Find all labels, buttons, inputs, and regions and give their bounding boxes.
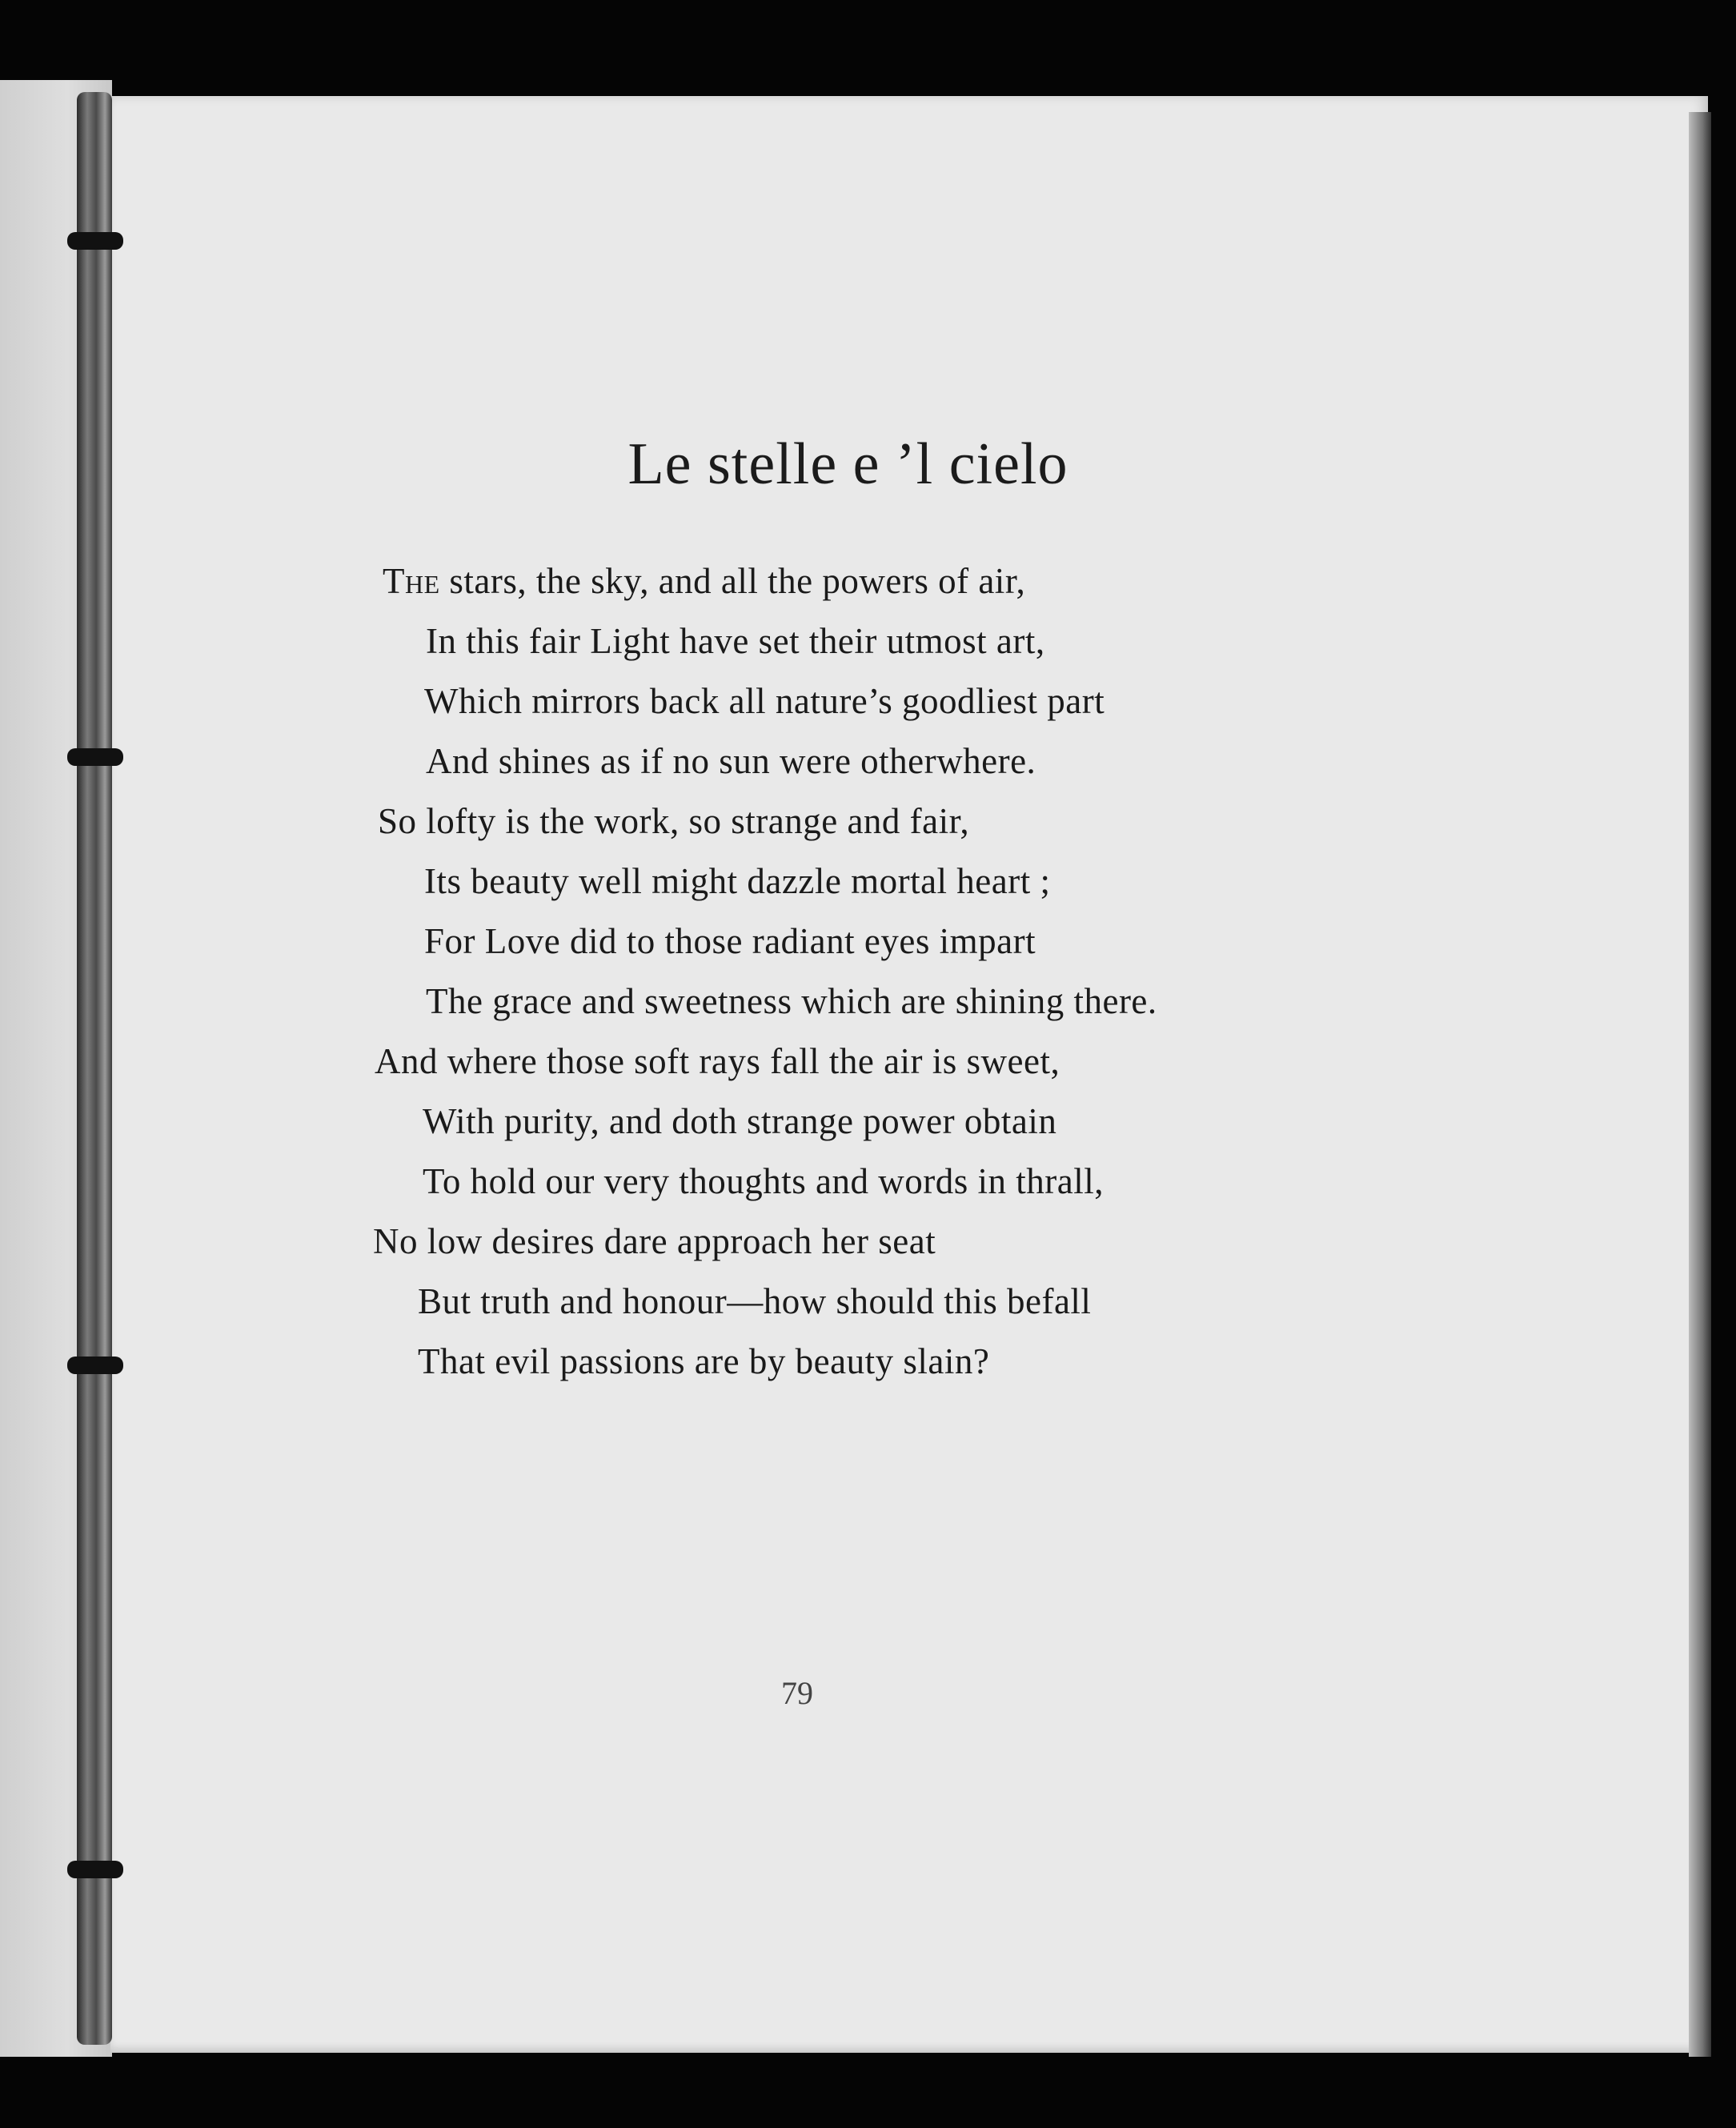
poem-line: For Love did to those radiant eyes impart <box>424 921 1036 961</box>
poem-line: So lofty is the work, so strange and fair, <box>378 801 970 841</box>
poem-line: The grace and sweetness which are shining there. <box>426 981 1157 1021</box>
poem-first-word: The <box>383 561 440 601</box>
poem-line: In this fair Light have set their utmost art, <box>426 621 1045 661</box>
poem-line: Which mirrors back all nature’s goodliest part <box>424 681 1105 721</box>
poem-line: And shines as if no sun were otherwhere. <box>426 741 1036 781</box>
poem-line <box>383 560 1025 602</box>
poem-line: No low desires dare approach her seat <box>373 1221 936 1261</box>
poem-line: With purity, and doth strange power obtain <box>423 1101 1057 1141</box>
poem-line: To hold our very thoughts and words in thrall, <box>423 1161 1104 1201</box>
poem-line: That evil passions are by beauty slain? <box>418 1341 990 1381</box>
page-number: 79 <box>781 1675 813 1711</box>
poem-title-text: Le stelle e ’l cielo <box>627 431 1068 497</box>
poem-line: But truth and honour—how should this befall <box>418 1281 1092 1321</box>
poem-line: Its beauty well might dazzle mortal heart ; <box>424 861 1051 901</box>
poem-first-line-rest: stars, the sky, and all the powers of air, <box>439 561 1026 601</box>
poem-line: And where those soft rays fall the air is sweet, <box>375 1041 1060 1081</box>
